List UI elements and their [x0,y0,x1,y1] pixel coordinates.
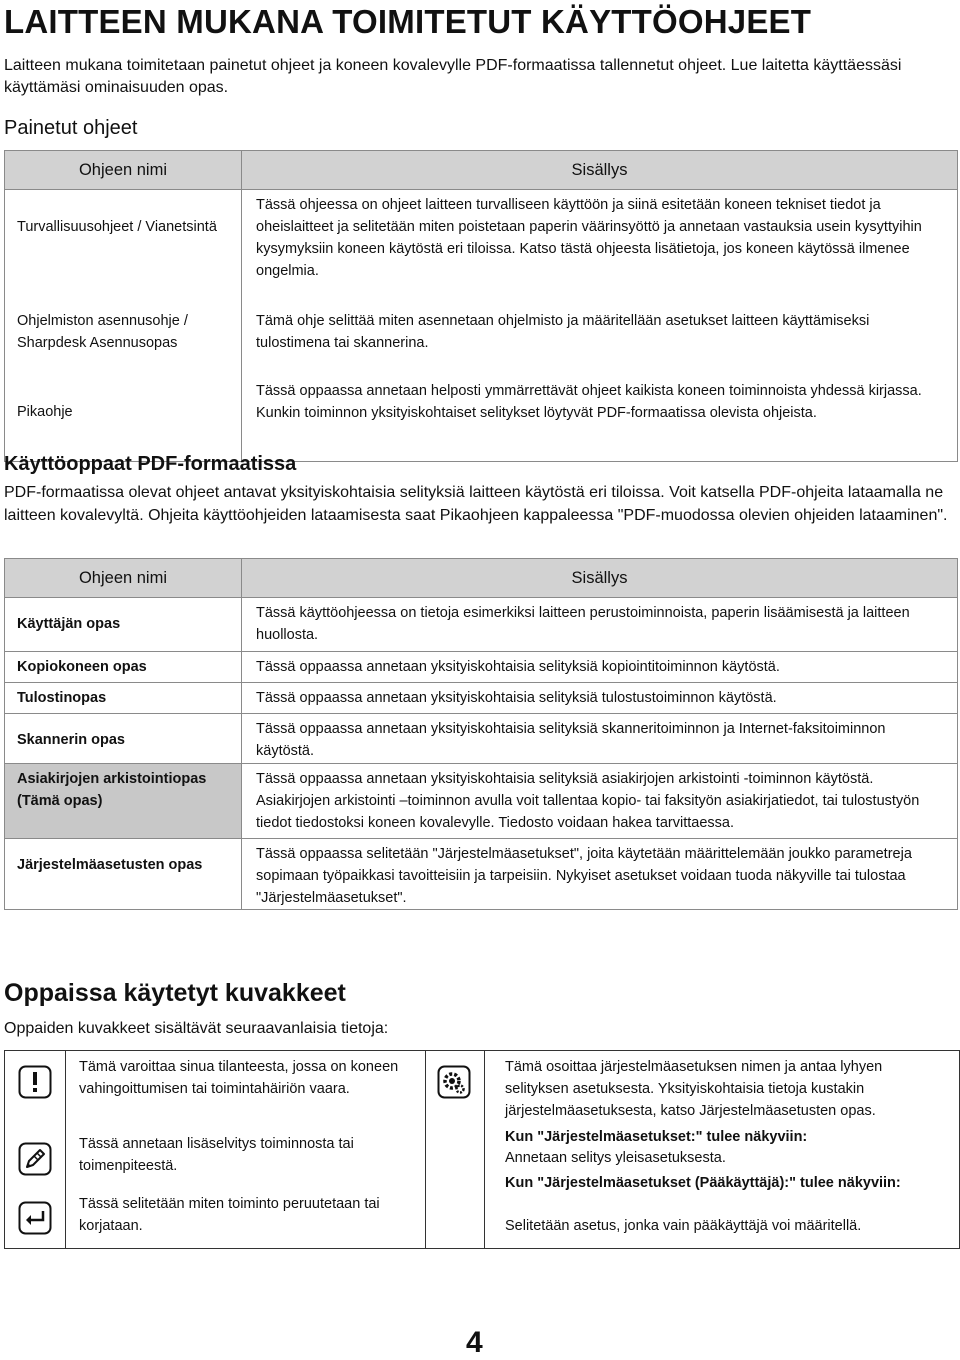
column-header-name: Ohjeen nimi [5,559,242,598]
manual-name: Käyttäjän opas [5,598,242,652]
manual-description: Tässä oppaassa annetaan yksityiskohtaisia selityksiä kopiointitoiminnon käytöstä. [242,652,958,683]
description-line: Kunkin toiminnon yksityiskohtaiset selitykset löytyvät PDF-formaatissa olevista ohjeista. [256,405,817,421]
table-header-row [5,151,958,190]
table-row [5,374,958,462]
warning-icon [8,1065,62,1099]
printed-manuals-table [4,150,958,462]
manual-name: Turvallisuusohjeet / Vianetsintä [5,190,242,307]
table-row [5,764,958,839]
page-number: 4 [466,1326,483,1359]
printed-heading: Painetut ohjeet [4,117,138,139]
manual-description: Tässä oppaassa selitetään "Järjestelmäasetukset", joita käytetään määrittelemään joukko parametreja sopimaan työpaikkasi tavoitteisiin ja tarpeisiin. Nykyiset asetukset voidaan tuoda näkyville tai tulostaa "Järjestelmäasetukset". [242,839,958,910]
cancel-text: Tässä selitetään miten toiminto peruutetaan tai korjataan. [79,1196,380,1234]
pdf-manuals-table [4,558,958,910]
icons-legend-box [4,1050,960,1249]
settings-admin-label: Kun "Järjestelmäasetukset (Pääkäyttäjä):" tulee näkyviin: [505,1175,901,1191]
pencil-icon [8,1142,62,1176]
manual-name: Skannerin opas [5,714,242,764]
gear-icon [427,1065,481,1099]
column-header-content: Sisällys [242,559,958,598]
intro-paragraph: Laitteen mukana toimitetaan painetut ohjeet ja koneen kovalevylle PDF-formaatissa tallennetut ohjeet. Lue laitetta käyttäessäsi käyttämäsi ominaisuuden opas. [4,57,902,96]
manual-description: Tässä oppaassa annetaan yksityiskohtaisia selityksiä skanneritoiminnon ja Internet-faksitoiminnon käytöstä. [242,714,958,764]
manual-description: Tässä oppaassa annetaan yksityiskohtaisia selityksiä asiakirjojen arkistointi -toiminnon käytöstä. Asiakirjojen arkistointi –toiminnon avulla voit tallentaa kopio- tai faksityön asiakirjatiedot, tai tulostustyön tiedot tiedostoksi koneen kovalevylle. Tiedosto voidaan hakea tarvittaessa. [242,764,958,839]
manual-name: Pikaohje [5,374,242,462]
pdf-paragraph: PDF-formaatissa olevat ohjeet antavat yksityiskohtaisia selityksiä laitteen käytöstä eri tiloissa. Voit katsella PDF-ohjeita lataamalla ne laitteen kovalevyltä. Ohjeita käyttöohjeiden lataamisesta saat Pikaohjeen kappaleessa "PDF-muodossa olevien ohjeiden lataaminen". [4,484,948,524]
table-row [5,683,958,714]
manual-name: Kopiokoneen opas [5,652,242,683]
note-text: Tässä annetaan lisäselvitys toiminnosta tai toimenpiteestä. [79,1136,354,1174]
manual-description: Tässä ohjeessa on ohjeet laitteen turvalliseen käyttöön ja siinä esitetään koneen tekniset tiedot ja oheislaitteet ja selitetään miten poistetaan paperin väärinsyöttö ja annetaan vastauksia usein kysyttyihin kysymyksiin koneen käytöstä eri tiloissa. Katso tästä ohjeesta lisätietoja, jos koneen käytössä ilmenee ongelmia. [242,190,958,307]
settings-text: Tämä osoittaa järjestelmäasetuksen nimen ja antaa lyhyen selityksen asetuksesta. Yksityiskohtaisia tietoja kustakin järjestelmäasetuksesta, katso Järjestelmäasetusten opas. [505,1059,883,1119]
table-row [5,839,958,910]
column-header-content: Sisällys [242,151,958,190]
icons-heading: Oppaissa käytetyt kuvakkeet [4,979,346,1007]
icons-intro: Oppaiden kuvakkeet sisältävät seuraavanlaisia tietoja: [4,1020,389,1037]
manual-description: Tässä käyttöohjeessa on tietoja esimerkiksi laitteen perustoiminnoista, paperin lisäämisestä ja laitteen huollosta. [242,598,958,652]
table-row [5,652,958,683]
settings-admin-text: Selitetään asetus, jonka vain pääkäyttäjä voi määritellä. [505,1218,862,1234]
manual-name: Tulostinopas [5,683,242,714]
table-header-row [5,559,958,598]
table-row [5,190,958,307]
manual-description [242,374,958,462]
warning-text: Tämä varoittaa sinua tilanteesta, jossa on koneen vahingoittumisen tai toimintahäiriön vaara. [79,1059,399,1097]
manual-description: Tämä ohje selittää miten asennetaan ohjelmisto ja määritellään asetukset laitteen käyttämiseksi tulostimena tai skannerina. [242,306,958,374]
pdf-heading: Käyttöoppaat PDF-formaatissa [4,453,297,475]
column-header-name: Ohjeen nimi [5,151,242,190]
manual-name: Järjestelmäasetusten opas [5,839,242,910]
table-row [5,306,958,374]
manual-description: Tässä oppaassa annetaan yksityiskohtaisia selityksiä tulostustoiminnon käytöstä. [242,683,958,714]
description-line: Tässä oppaassa annetaan helposti ymmärrettävät ohjeet kaikista koneen toiminnoista yhdessä kirjassa. [256,383,922,399]
table-row [5,598,958,652]
return-icon [8,1201,62,1235]
settings-general-text: Annetaan selitys yleisasetuksesta. [505,1150,726,1166]
settings-general-label: Kun "Järjestelmäasetukset:" tulee näkyviin: [505,1129,808,1145]
manual-name-highlighted: Asiakirjojen arkistointiopas (Tämä opas) [5,764,242,839]
page-title: LAITTEEN MUKANA TOIMITETUT KÄYTTÖOHJEET [4,3,812,40]
manual-name: Ohjelmiston asennusohje / Sharpdesk Asennusopas [5,306,242,374]
table-row [5,714,958,764]
